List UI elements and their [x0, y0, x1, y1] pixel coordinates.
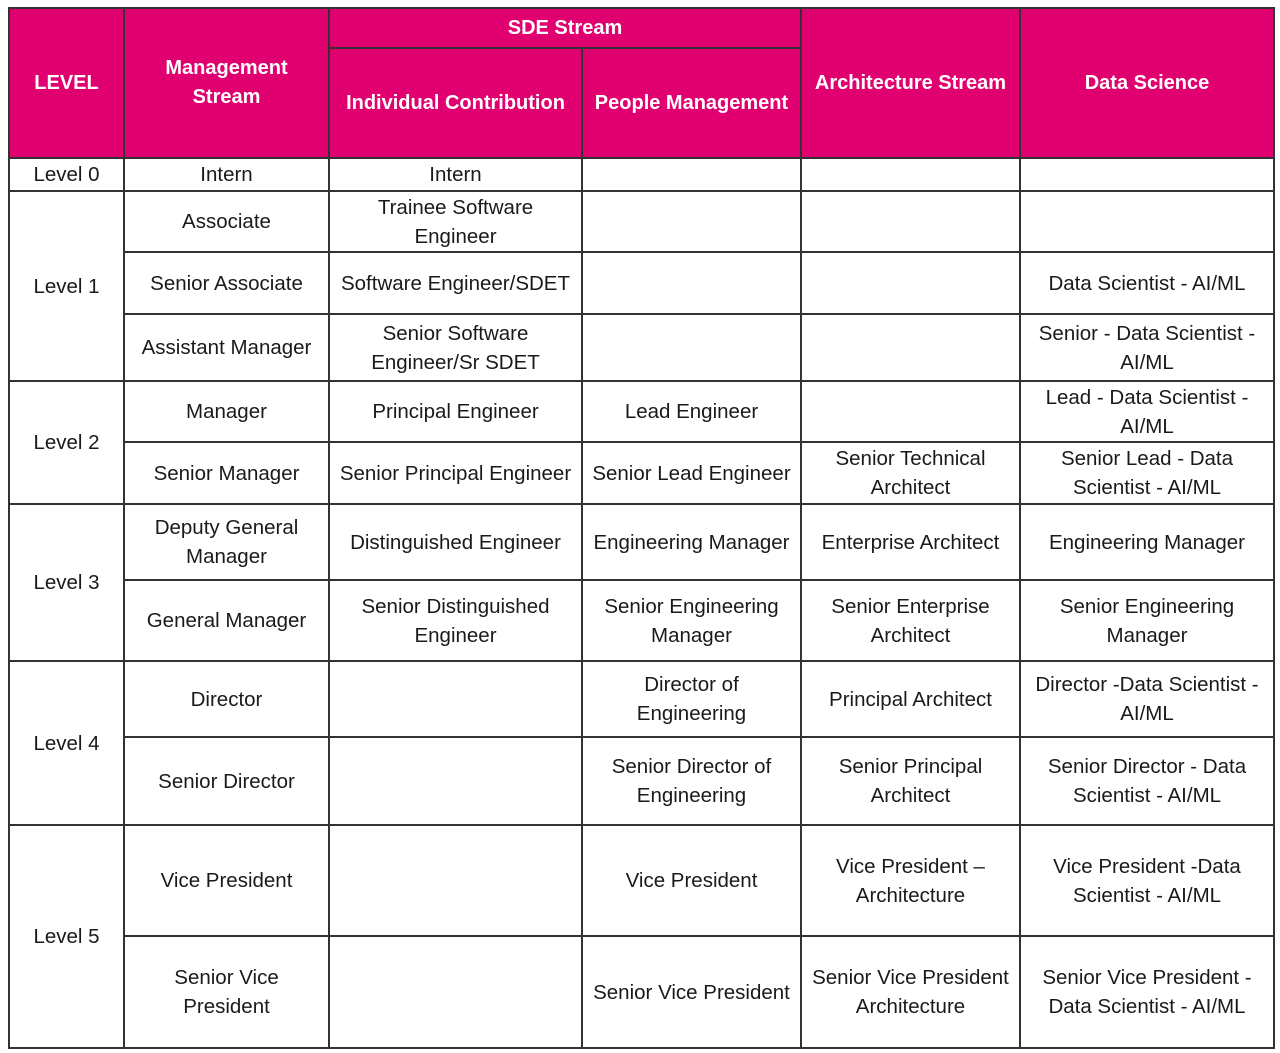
individual-cell: Distinguished Engineer [329, 504, 582, 580]
management-cell: General Manager [124, 580, 329, 661]
architecture-cell: Senior Vice President Architecture [801, 936, 1020, 1048]
data-science-cell: Senior - Data Scientist - AI/ML [1020, 314, 1274, 381]
architecture-cell [801, 158, 1020, 191]
people-cell [582, 191, 801, 252]
management-cell: Senior Director [124, 737, 329, 825]
people-cell: Engineering Manager [582, 504, 801, 580]
table-row [9, 191, 1274, 252]
individual-cell: Senior Software Engineer/Sr SDET [329, 314, 582, 381]
level-cell: Level 4 [9, 661, 124, 825]
architecture-cell: Senior Principal Architect [801, 737, 1020, 825]
people-cell: Director of Engineering [582, 661, 801, 737]
data-science-cell [1020, 191, 1274, 252]
architecture-cell: Principal Architect [801, 661, 1020, 737]
header-architecture-stream: Architecture Stream [801, 8, 1020, 158]
table-row [9, 442, 1274, 504]
data-science-cell: Engineering Manager [1020, 504, 1274, 580]
header-individual-contribution: Individual Contribution [329, 48, 582, 158]
data-science-cell: Data Scientist - AI/ML [1020, 252, 1274, 314]
architecture-cell: Enterprise Architect [801, 504, 1020, 580]
people-cell: Vice President [582, 825, 801, 936]
data-science-cell: Director -Data Scientist - AI/ML [1020, 661, 1274, 737]
management-cell: Vice President [124, 825, 329, 936]
level-cell: Level 5 [9, 825, 124, 1048]
data-science-cell: Senior Lead - Data Scientist - AI/ML [1020, 442, 1274, 504]
table-row [9, 158, 1274, 191]
management-cell: Senior Vice President [124, 936, 329, 1048]
management-cell: Senior Manager [124, 442, 329, 504]
header-level: LEVEL [9, 8, 124, 158]
individual-cell: Senior Distinguished Engineer [329, 580, 582, 661]
individual-cell: Software Engineer/SDET [329, 252, 582, 314]
data-science-cell: Lead - Data Scientist - AI/ML [1020, 381, 1274, 442]
individual-cell [329, 936, 582, 1048]
individual-cell: Trainee Software Engineer [329, 191, 582, 252]
table-row [9, 381, 1274, 442]
individual-cell: Senior Principal Engineer [329, 442, 582, 504]
architecture-cell: Senior Enterprise Architect [801, 580, 1020, 661]
people-cell: Senior Engineering Manager [582, 580, 801, 661]
management-cell: Deputy General Manager [124, 504, 329, 580]
level-cell: Level 3 [9, 504, 124, 661]
header-management-stream: Management Stream [124, 8, 329, 158]
table-row [9, 825, 1274, 936]
people-cell [582, 314, 801, 381]
people-cell: Lead Engineer [582, 381, 801, 442]
management-cell: Assistant Manager [124, 314, 329, 381]
individual-cell: Intern [329, 158, 582, 191]
individual-cell [329, 661, 582, 737]
header-row-top [9, 8, 1274, 48]
management-cell: Intern [124, 158, 329, 191]
level-cell: Level 0 [9, 158, 124, 191]
data-science-cell: Senior Director - Data Scientist - AI/ML [1020, 737, 1274, 825]
individual-cell: Principal Engineer [329, 381, 582, 442]
table-row [9, 580, 1274, 661]
management-cell: Manager [124, 381, 329, 442]
header-people-management: People Management [582, 48, 801, 158]
table-row [9, 504, 1274, 580]
individual-cell [329, 825, 582, 936]
table-row [9, 314, 1274, 381]
data-science-cell [1020, 158, 1274, 191]
people-cell: Senior Director of Engineering [582, 737, 801, 825]
architecture-cell: Senior Technical Architect [801, 442, 1020, 504]
architecture-cell [801, 252, 1020, 314]
management-cell: Senior Associate [124, 252, 329, 314]
data-science-cell: Senior Vice President - Data Scientist - AI/ML [1020, 936, 1274, 1048]
management-cell: Director [124, 661, 329, 737]
table-row [9, 936, 1274, 1048]
management-cell: Associate [124, 191, 329, 252]
individual-cell [329, 737, 582, 825]
header-sde-stream: SDE Stream [329, 8, 801, 48]
table-row [9, 737, 1274, 825]
header-data-science: Data Science [1020, 8, 1274, 158]
architecture-cell [801, 381, 1020, 442]
table-row [9, 661, 1274, 737]
people-cell: Senior Lead Engineer [582, 442, 801, 504]
people-cell [582, 252, 801, 314]
career-levels-table [8, 7, 1275, 1049]
people-cell [582, 158, 801, 191]
architecture-cell [801, 191, 1020, 252]
data-science-cell: Senior Engineering Manager [1020, 580, 1274, 661]
data-science-cell: Vice President -Data Scientist - AI/ML [1020, 825, 1274, 936]
table-row [9, 252, 1274, 314]
architecture-cell: Vice President – Architecture [801, 825, 1020, 936]
level-cell: Level 2 [9, 381, 124, 504]
architecture-cell [801, 314, 1020, 381]
level-cell: Level 1 [9, 191, 124, 381]
people-cell: Senior Vice President [582, 936, 801, 1048]
